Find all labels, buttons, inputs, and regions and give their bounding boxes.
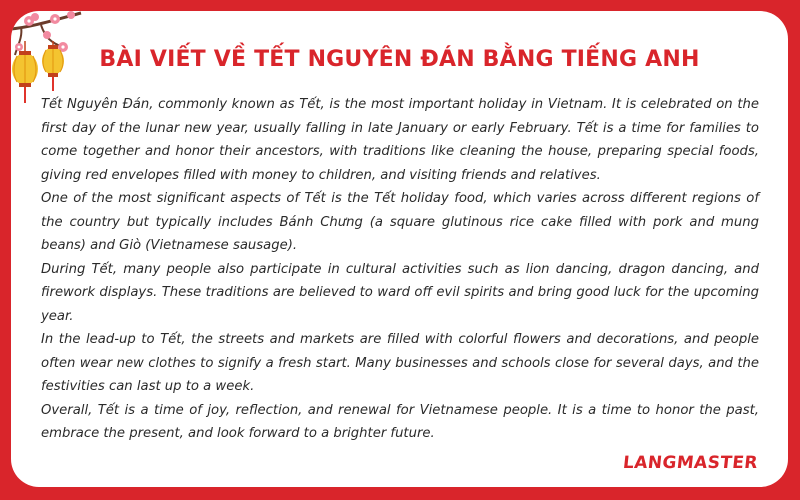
article-paragraph: Overall, Tết is a time of joy, reflection, and renewal for Vietnamese people. It is a time to honor the past, embrace the present, and look forward to a brighter future.	[41, 402, 759, 441]
article-body	[41, 93, 759, 446]
article-paragraph: One of the most significant aspects of Tết is the Tết holiday food, which varies across different regions of the country but typically includes Bánh Chưng (a square glutinous rice cake filled with pork and mung beans) and Giò (Vietnamese sausage).	[41, 191, 759, 253]
article-card	[11, 11, 788, 487]
article-title: BÀI VIẾT VỀ TẾT NGUYÊN ĐÁN BẰNG TIẾNG ANH	[99, 47, 700, 72]
article-paragraph: Tết Nguyên Đán, commonly known as Tết, is the most important holiday in Vietnam. It is celebrated on the first day of the lunar new year, usually falling in late January or early February. Tết is a time for families to come together and honor their ancestors, with traditions like cleaning the house, preparing special foods, giving red envelopes filled with money to children, and visiting friends and relatives.	[41, 97, 759, 183]
article-paragraph: During Tết, many people also participate in cultural activities such as lion dancing, dragon dancing, and firework displays. These traditions are believed to ward off evil spirits and bring good luck for the upcoming year.	[41, 261, 759, 324]
article-paragraph: In the lead-up to Tết, the streets and markets are filled with colorful flowers and decorations, and people often wear new clothes to signify a fresh start. Many businesses and schools close for several days, and the festivities can last up to a week.	[41, 332, 759, 394]
langmaster-logo: LANGMASTER	[622, 453, 760, 473]
